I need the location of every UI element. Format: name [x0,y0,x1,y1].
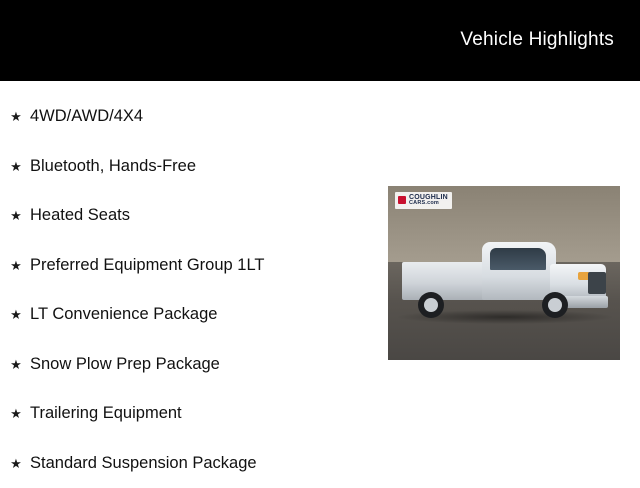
list-item [0,389,380,439]
page-title: Vehicle Highlights [460,29,614,51]
truck-bumper [562,296,608,308]
dealer-watermark [395,192,452,209]
star-icon: ★ [8,241,24,291]
dealer-logo-icon [398,196,406,204]
list-item [0,241,380,291]
list-item [0,290,380,340]
list-item [0,340,380,390]
star-icon: ★ [8,439,24,488]
star-icon: ★ [8,92,24,142]
list-item [0,439,380,488]
dealer-site: CARS.com [409,201,448,207]
star-icon: ★ [8,142,24,192]
list-item-label: 4WD/AWD/4X4 [30,107,143,125]
star-icon: ★ [8,191,24,241]
list-item [0,142,380,192]
list-item-label: Bluetooth, Hands-Free [30,157,196,175]
header-bar [0,0,640,81]
list-item [0,191,380,241]
list-item-label: Heated Seats [30,206,130,224]
truck-illustration [402,234,608,338]
list-item-label: Preferred Equipment Group 1LT [30,256,264,274]
truck-rear-wheel [418,292,444,318]
vehicle-highlights-list [0,92,380,488]
star-icon: ★ [8,389,24,439]
list-item-label: Snow Plow Prep Package [30,355,220,373]
dealer-watermark-text [409,194,448,207]
truck-window [490,248,546,270]
list-item-label: LT Convenience Package [30,305,217,323]
list-item-label: Standard Suspension Package [30,454,257,472]
list-item [0,92,380,142]
vehicle-photo [388,186,620,360]
truck-front-wheel [542,292,568,318]
truck-grille [588,272,606,294]
star-icon: ★ [8,290,24,340]
list-item-label: Trailering Equipment [30,404,182,422]
truck-bed [402,262,494,300]
star-icon: ★ [8,340,24,390]
dealer-name: COUGHLIN [409,194,448,201]
